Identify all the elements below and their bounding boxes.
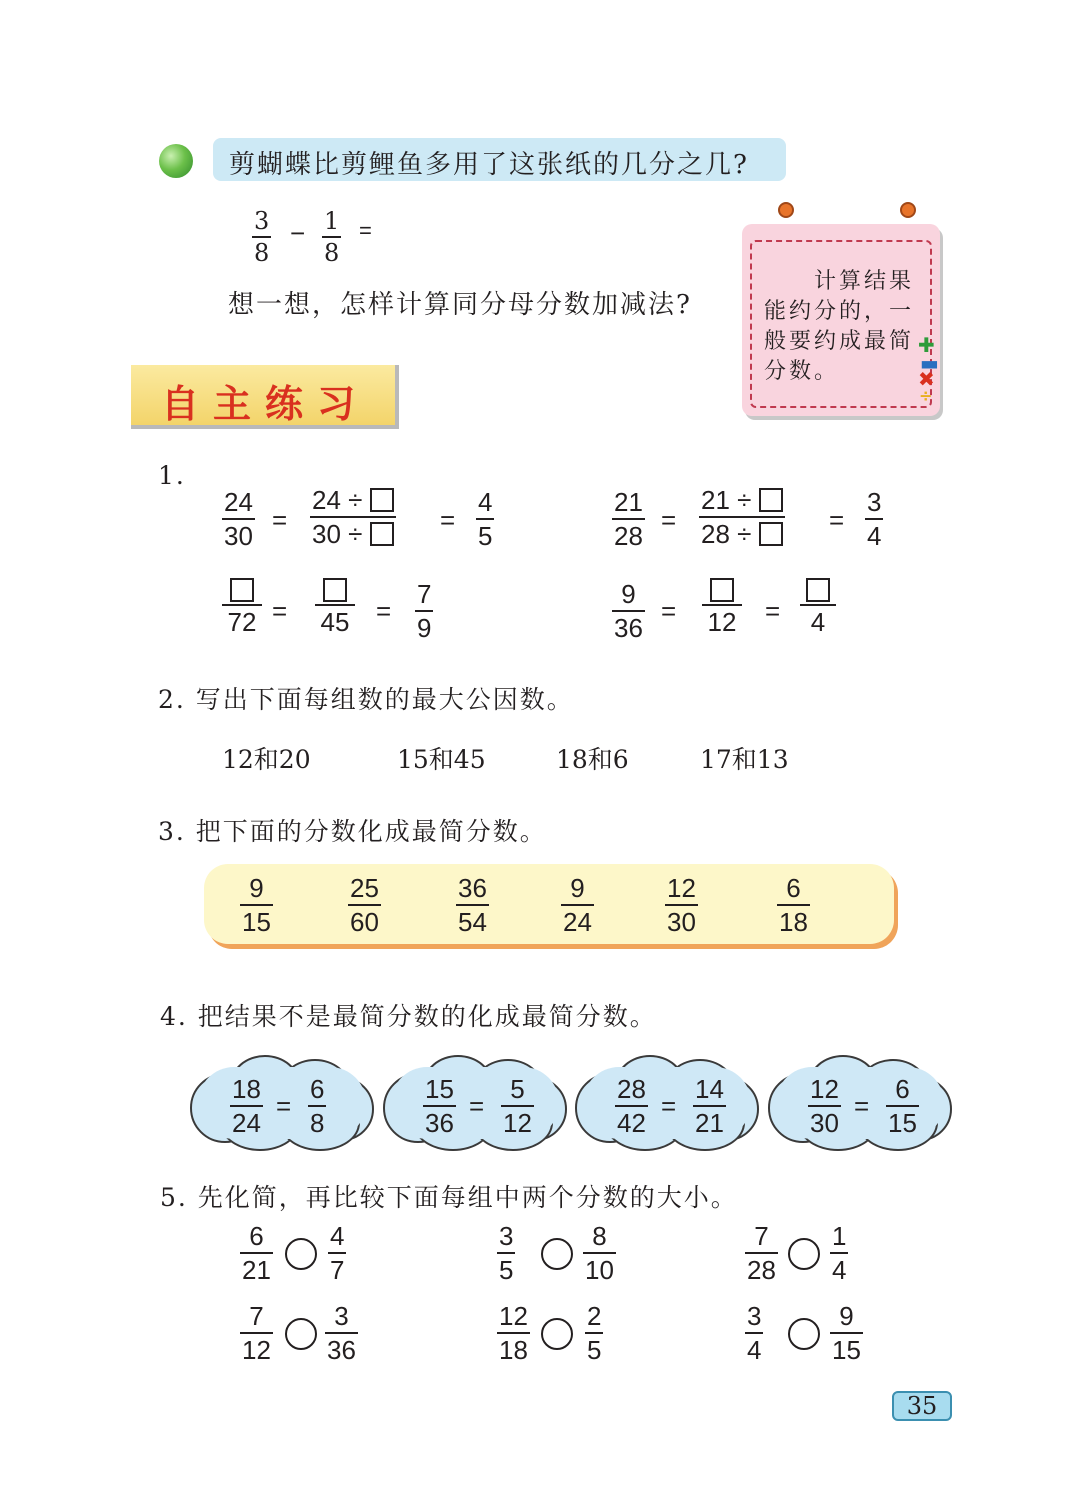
fraction-1-8: 1 8 [324,207,340,267]
fraction: 9 15 [242,873,271,937]
cloud-bubble [190,1055,374,1151]
fraction: 7 28 [747,1221,776,1285]
fraction: 5 12 [503,1074,532,1138]
fraction: 14 21 [695,1074,724,1138]
fraction-with-boxes: 24 ÷ 30 ÷ [310,486,396,548]
fraction: 12 30 [810,1074,839,1138]
plus-icon: ✚ [918,333,935,357]
fraction: 2 5 [587,1301,602,1365]
equals-sign: = [469,1091,485,1121]
minus-icon: ▬ [920,351,939,375]
divide-icon: ÷ [919,386,933,405]
fraction: 25 60 [350,873,379,937]
fraction: 6 18 [779,873,808,937]
answer-box[interactable] [710,578,734,602]
cloud-bubble [768,1055,952,1151]
answer-box[interactable] [230,578,254,602]
q4-text: 4. 把结果不是最简分数的化成最简分数。 [160,1002,657,1031]
fraction: 9 24 [563,873,592,937]
fraction: 7 12 [242,1301,271,1365]
equals-sign: = [765,596,781,626]
fraction-with-boxes: 21 ÷ 28 ÷ [699,486,785,548]
cloud-bubble [383,1055,567,1151]
equals-sign: = [272,505,288,535]
note-line: 般要约成最简 [764,329,915,354]
note-line: 能约分的，一 [764,299,915,324]
note-line: 分数。 [764,359,840,384]
answer-box[interactable] [370,522,394,546]
compare-circle[interactable] [285,1318,317,1350]
note-card [742,224,940,416]
answer-box[interactable] [370,488,394,512]
fraction: 12 30 [667,873,696,937]
fraction-with-box: 72 [222,578,262,636]
fraction: 7 9 [417,579,432,643]
q2-text: 2. 写出下面每组数的最大公因数。 [158,685,574,714]
equals-sign: = [272,596,288,626]
q1-label: 1. [158,461,186,490]
fraction: 3 36 [327,1301,356,1365]
equals-sign: = [854,1091,870,1121]
compare-circle[interactable] [285,1238,317,1270]
fraction: 3 4 [747,1301,762,1365]
equals-sign: = [276,1091,292,1121]
q3-text: 3. 把下面的分数化成最简分数。 [158,817,547,846]
equals-sign: = [359,218,372,243]
equals-sign: = [829,505,845,535]
fraction: 6 8 [310,1074,325,1138]
question-text: 剪蝴蝶比剪鲤鱼多用了这张纸的几分之几? [229,150,749,180]
note-line: 计算结果 [814,269,915,294]
answer-box[interactable] [759,488,783,512]
number-pair: 18和6 [556,745,629,774]
fraction: 28 42 [617,1074,646,1138]
fraction: 18 24 [232,1074,261,1138]
fraction: 1 4 [832,1221,847,1285]
think-text: 想一想，怎样计算同分母分数加减法? [228,290,692,320]
fraction: 3 4 [867,487,882,551]
pushpin-icon [900,202,916,218]
number-pair: 15和45 [397,745,486,774]
equals-sign: = [376,596,392,626]
globe-icon [159,144,193,178]
pushpin-icon [778,202,794,218]
fraction: 36 54 [458,873,487,937]
fraction: 21 28 [614,487,643,551]
fraction: 6 21 [242,1221,271,1285]
cloud-bubble [575,1055,759,1151]
compare-circle[interactable] [541,1238,573,1270]
number-pair: 17和13 [700,745,789,774]
fraction: 6 15 [888,1074,917,1138]
compare-circle[interactable] [788,1318,820,1350]
equals-sign: = [661,596,677,626]
answer-box[interactable] [323,578,347,602]
fraction: 24 30 [224,487,253,551]
fraction: 12 18 [499,1301,528,1365]
page-number: 35 [892,1391,952,1421]
equals-sign: = [661,505,677,535]
fraction: 15 36 [425,1074,454,1138]
answer-box[interactable] [806,578,830,602]
fraction: 9 36 [614,579,643,643]
compare-circle[interactable] [541,1318,573,1350]
fraction: 8 10 [585,1221,614,1285]
q5-text: 5. 先化简，再比较下面每组中两个分数的大小。 [160,1183,738,1212]
fraction-with-box: 12 [702,578,742,636]
fraction: 4 7 [330,1221,345,1285]
fraction: 4 5 [478,487,493,551]
multiply-icon: ✖ [918,367,935,391]
question-banner [213,138,786,181]
fraction: 9 15 [832,1301,861,1365]
equals-sign: = [440,505,456,535]
minus-sign: − [290,218,306,248]
answer-box[interactable] [759,522,783,546]
fraction: 3 5 [499,1221,514,1285]
compare-circle[interactable] [788,1238,820,1270]
section-title-badge [131,365,399,429]
section-title: 自主练习 [161,382,370,426]
fraction-3-8: 3 8 [254,207,270,267]
equals-sign: = [661,1091,677,1121]
fraction-with-box: 45 [315,578,355,636]
fraction-with-box: 4 [800,578,836,636]
number-pair: 12和20 [222,745,311,774]
